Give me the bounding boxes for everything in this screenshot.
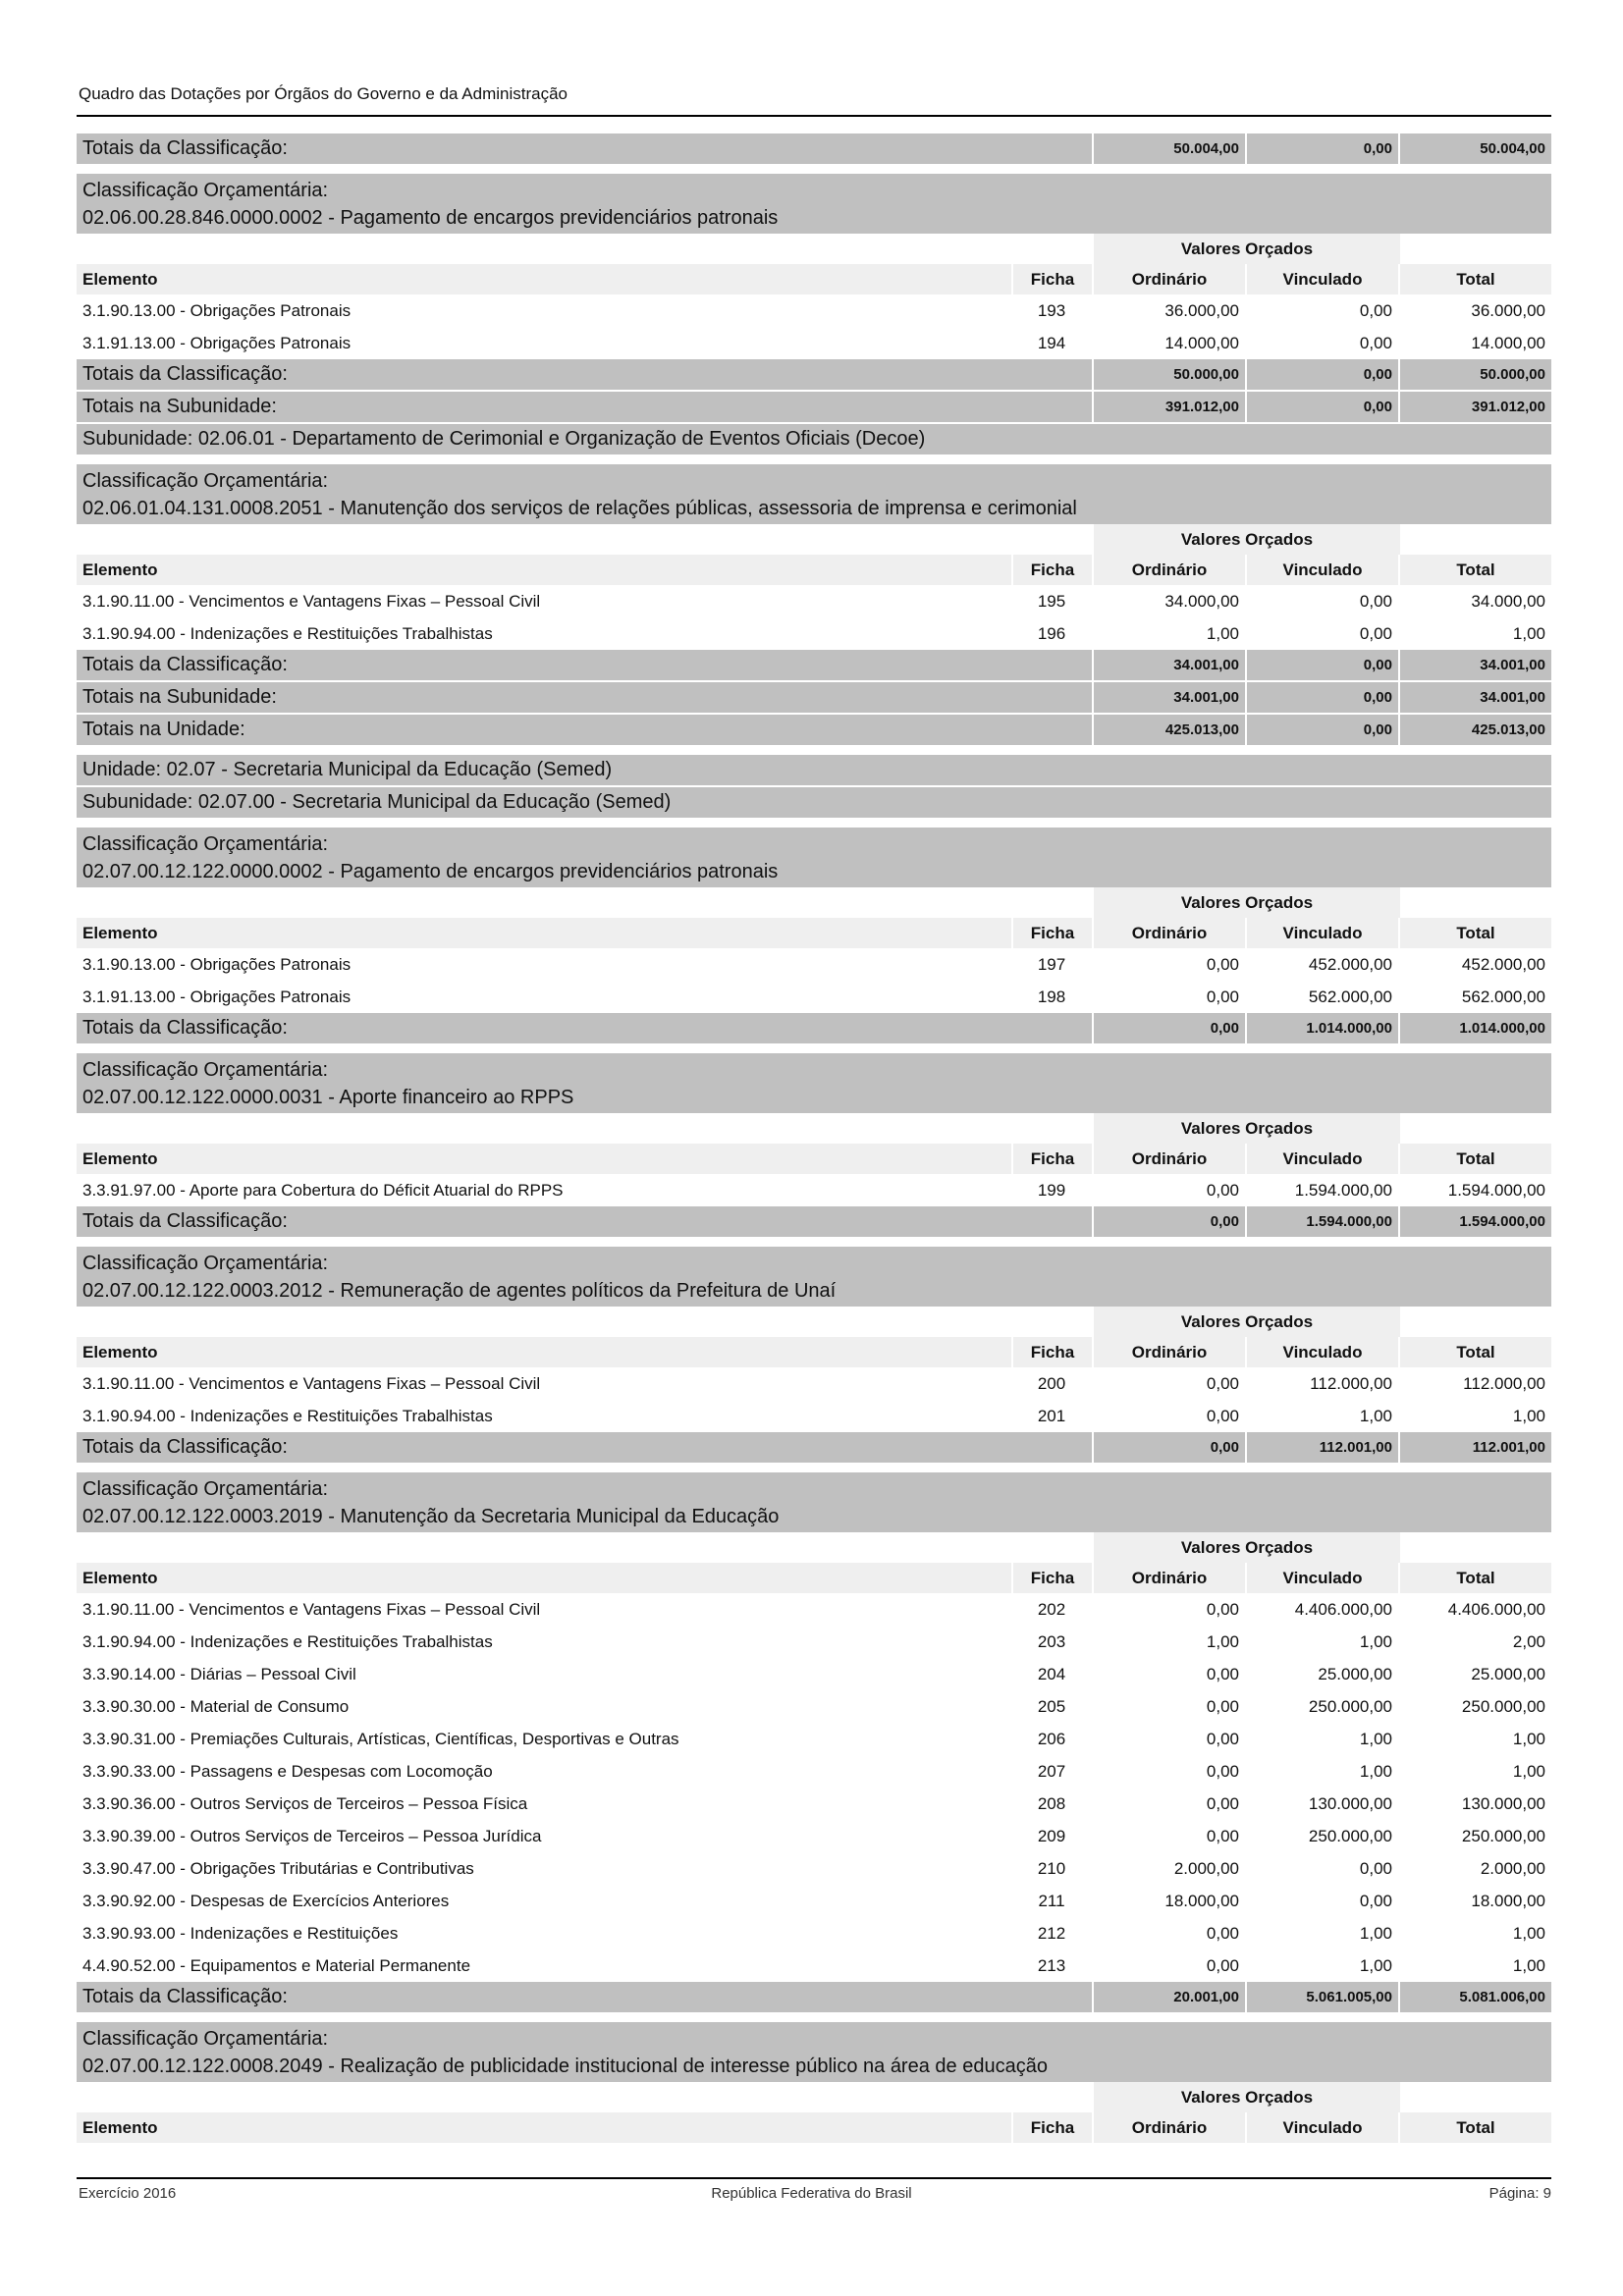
- valores-orcados-header: Valores Orçados: [77, 234, 1551, 264]
- table-header: Elemento Ficha Ordinário Vinculado Total: [77, 2112, 1551, 2143]
- valores-orcados-header: Valores Orçados: [77, 1532, 1551, 1563]
- subunit-header: Subunidade: 02.07.00 - Secretaria Municipal da Educação (Semed): [77, 787, 1551, 818]
- table-row: 3.1.90.11.00 - Vencimentos e Vantagens Fixas – Pessoal Civil 195 34.000,00 0,00 34.000,00: [77, 585, 1551, 617]
- table-row: 3.1.90.11.00 - Vencimentos e Vantagens Fixas – Pessoal Civil 200 0,00 112.000,00 112.000,00: [77, 1367, 1551, 1400]
- table-row: 3.3.90.31.00 - Premiações Culturais, Artísticas, Científicas, Desportivas e Outras 206 0,00 1,00 1,00: [77, 1723, 1551, 1755]
- classification-totals-row: Totais da Classificação: 0,00 1.014.000,00 1.014.000,00: [77, 1013, 1551, 1043]
- valores-orcados-header: Valores Orçados: [77, 524, 1551, 555]
- valores-orcados-header: Valores Orçados: [77, 1113, 1551, 1144]
- table-row: 3.3.90.33.00 - Passagens e Despesas com Locomoção 207 0,00 1,00 1,00: [77, 1755, 1551, 1788]
- classification-totals-row: Totais da Classificação: 20.001,00 5.061.005,00 5.081.006,00: [77, 1982, 1551, 2012]
- classification-totals-row: Totais da Classificação: 0,00 1.594.000,00 1.594.000,00: [77, 1206, 1551, 1237]
- valores-orcados-header: Valores Orçados: [77, 1307, 1551, 1337]
- table-row: 3.3.91.97.00 - Aporte para Cobertura do Déficit Atuarial do RPPS 199 0,00 1.594.000,00 1.594.000,00: [77, 1174, 1551, 1206]
- valores-orcados-header: Valores Orçados: [77, 887, 1551, 918]
- classification-header: Classificação Orçamentária: 02.06.01.04.131.0008.2051 - Manutenção dos serviços de relações públicas, assessoria de imprensa e cerimonial: [77, 464, 1551, 524]
- table-row: 3.3.90.30.00 - Material de Consumo 205 0,00 250.000,00 250.000,00: [77, 1690, 1551, 1723]
- footer-divider: [77, 2177, 1551, 2179]
- classification-header: Classificação Orçamentária: 02.07.00.12.122.0003.2012 - Remuneração de agentes políticos da Prefeitura de Unaí: [77, 1247, 1551, 1307]
- classification-header: Classificação Orçamentária: 02.07.00.12.122.0003.2019 - Manutenção da Secretaria Municipal da Educação: [77, 1472, 1551, 1532]
- table-row: 3.1.90.94.00 - Indenizações e Restituições Trabalhistas 201 0,00 1,00 1,00: [77, 1400, 1551, 1432]
- valores-orcados-header: Valores Orçados: [77, 2082, 1551, 2112]
- table-header: Elemento Ficha Ordinário Vinculado Total: [77, 555, 1551, 585]
- classification-totals-row: Totais da Classificação: 50.004,00 0,00 50.004,00: [77, 133, 1551, 164]
- table-row: 3.3.90.92.00 - Despesas de Exercícios Anteriores 211 18.000,00 0,00 18.000,00: [77, 1885, 1551, 1917]
- table-row: 3.1.90.94.00 - Indenizações e Restituições Trabalhistas 196 1,00 0,00 1,00: [77, 617, 1551, 650]
- classification-totals-row: Totais da Classificação: 0,00 112.001,00 112.001,00: [77, 1432, 1551, 1463]
- footer-country: República Federativa do Brasil: [711, 2185, 912, 2202]
- subunit-header: Subunidade: 02.06.01 - Departamento de Cerimonial e Organização de Eventos Oficiais (Decoe): [77, 424, 1551, 454]
- table-row: 4.4.90.52.00 - Equipamentos e Material Permanente 213 0,00 1,00 1,00: [77, 1949, 1551, 1982]
- table-header: Elemento Ficha Ordinário Vinculado Total: [77, 1144, 1551, 1174]
- classification-header: Classificação Orçamentária: 02.07.00.12.122.0008.2049 - Realização de publicidade institucional de interesse público na área de educação: [77, 2022, 1551, 2082]
- table-row: 3.1.91.13.00 - Obrigações Patronais 198 0,00 562.000,00 562.000,00: [77, 981, 1551, 1013]
- table-header: Elemento Ficha Ordinário Vinculado Total: [77, 918, 1551, 948]
- table-row: 3.1.90.13.00 - Obrigações Patronais 197 0,00 452.000,00 452.000,00: [77, 948, 1551, 981]
- table-row: 3.1.91.13.00 - Obrigações Patronais 194 14.000,00 0,00 14.000,00: [77, 327, 1551, 359]
- classification-header: Classificação Orçamentária: 02.07.00.12.122.0000.0002 - Pagamento de encargos previdenciários patronais: [77, 828, 1551, 887]
- report-title: Quadro das Dotações por Órgãos do Governo e da Administração: [79, 84, 568, 103]
- table-header: Elemento Ficha Ordinário Vinculado Total: [77, 264, 1551, 294]
- classification-header: Classificação Orçamentária: 02.07.00.12.122.0000.0031 - Aporte financeiro ao RPPS: [77, 1053, 1551, 1113]
- subunit-totals-row: Totais na Subunidade: 391.012,00 0,00 391.012,00: [77, 392, 1551, 422]
- table-row: 3.1.90.13.00 - Obrigações Patronais 193 36.000,00 0,00 36.000,00: [77, 294, 1551, 327]
- unit-header: Unidade: 02.07 - Secretaria Municipal da Educação (Semed): [77, 755, 1551, 785]
- table-header: Elemento Ficha Ordinário Vinculado Total: [77, 1337, 1551, 1367]
- page-number: Página: 9: [1488, 2185, 1551, 2202]
- table-row: 3.3.90.47.00 - Obrigações Tributárias e Contributivas 210 2.000,00 0,00 2.000,00: [77, 1852, 1551, 1885]
- table-row: 3.1.90.94.00 - Indenizações e Restituições Trabalhistas 203 1,00 1,00 2,00: [77, 1626, 1551, 1658]
- table-header: Elemento Ficha Ordinário Vinculado Total: [77, 1563, 1551, 1593]
- unit-totals-row: Totais na Unidade: 425.013,00 0,00 425.013,00: [77, 715, 1551, 745]
- footer-exercise-year: Exercício 2016: [79, 2185, 177, 2202]
- table-row: 3.3.90.39.00 - Outros Serviços de Terceiros – Pessoa Jurídica 209 0,00 250.000,00 250.000,00: [77, 1820, 1551, 1852]
- table-row: 3.1.90.11.00 - Vencimentos e Vantagens Fixas – Pessoal Civil 202 0,00 4.406.000,00 4.406.000,00: [77, 1593, 1551, 1626]
- table-row: 3.3.90.93.00 - Indenizações e Restituições 212 0,00 1,00 1,00: [77, 1917, 1551, 1949]
- classification-totals-row: Totais da Classificação: 50.000,00 0,00 50.000,00: [77, 359, 1551, 390]
- header-divider: [77, 115, 1551, 117]
- report-body: [77, 133, 1551, 2143]
- table-row: 3.3.90.36.00 - Outros Serviços de Terceiros – Pessoa Física 208 0,00 130.000,00 130.000,00: [77, 1788, 1551, 1820]
- classification-totals-row: Totais da Classificação: 34.001,00 0,00 34.001,00: [77, 650, 1551, 680]
- subunit-totals-row: Totais na Subunidade: 34.001,00 0,00 34.001,00: [77, 682, 1551, 713]
- table-row: 3.3.90.14.00 - Diárias – Pessoal Civil 204 0,00 25.000,00 25.000,00: [77, 1658, 1551, 1690]
- classification-header: Classificação Orçamentária: 02.06.00.28.846.0000.0002 - Pagamento de encargos previdenciários patronais: [77, 174, 1551, 234]
